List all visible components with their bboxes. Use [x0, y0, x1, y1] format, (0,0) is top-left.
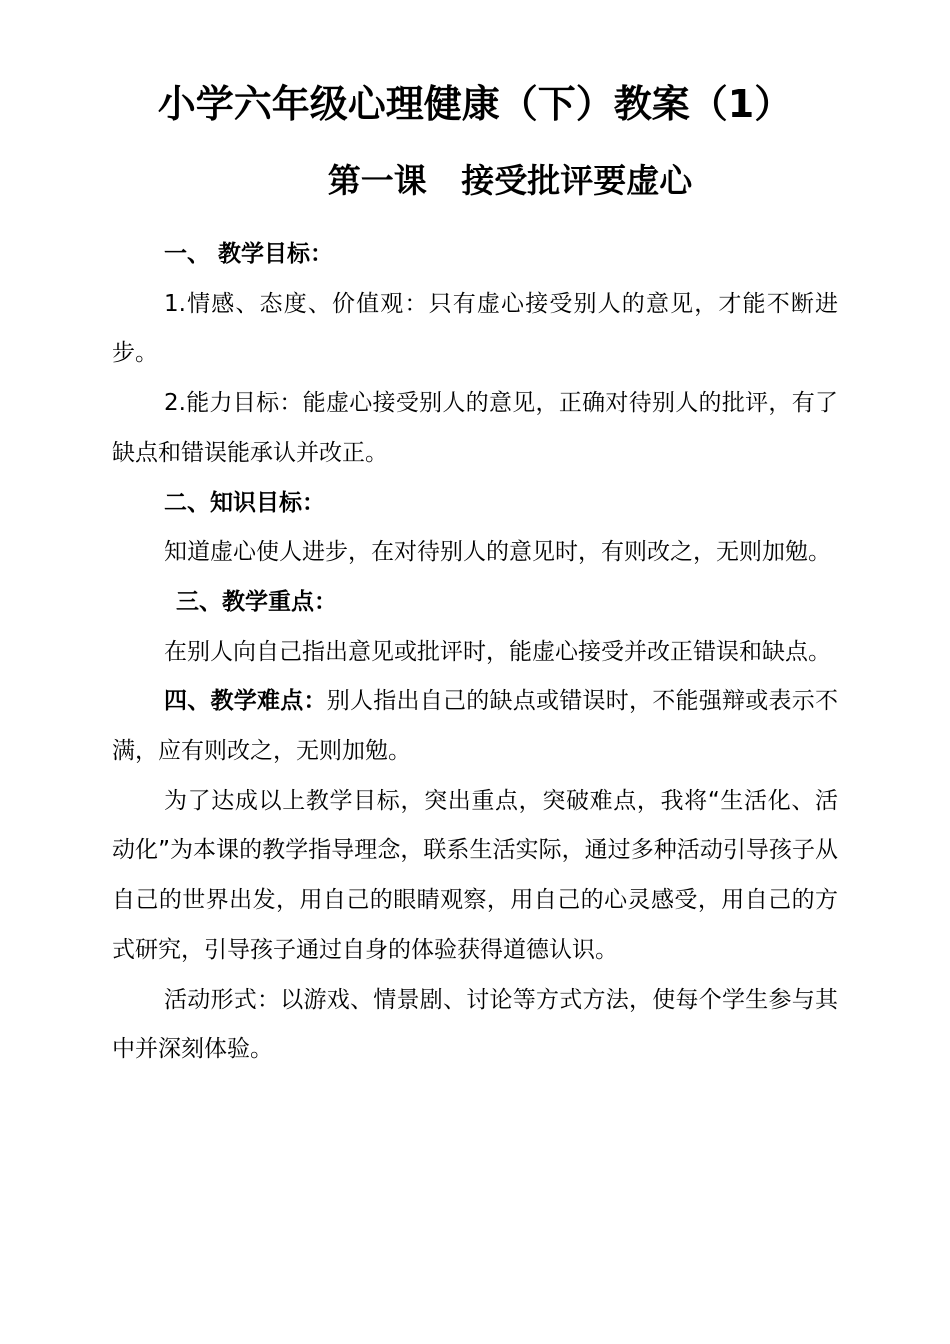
lesson-subtitle: 第一课 接受批评要虚心	[327, 161, 693, 200]
difficulty-text: 别人指出自己的缺点或错误时，不能强辩或表示不满，应有则改之，无则加勉。	[112, 688, 838, 765]
teaching-approach-paragraph: 为了达成以上教学目标，突出重点，突破难点，我将“生活化、活动化”为本课的教学指导理念，联系生活实际，通过多种活动引导孩子从自己的世界出发，用自己的眼睛观察，用自己的心灵感受，用自己的方式研究，引导孩子通过自身的体验获得道德认识。	[112, 787, 838, 963]
goal-item-emotion: 1.情感、态度、价值观：只有虚心接受别人的意见，才能不断进步。	[112, 290, 838, 367]
knowledge-goal-text: 知道虚心使人进步，在对待别人的意见时，有则改之，无则加勉。	[164, 539, 831, 566]
document-title: 小学六年级心理健康（下）教案（1）	[157, 82, 793, 126]
key-points-text: 在别人向自己指出意见或批评时，能虚心接受并改正错误和缺点。	[164, 638, 831, 665]
section-heading-teaching-goals: 一、 教学目标：	[164, 241, 334, 267]
section-heading-key-points: 三、教学重点：	[176, 588, 337, 615]
section-heading-knowledge-goals: 二、知识目标：	[164, 489, 325, 516]
section-heading-difficulties: 四、教学难点：	[164, 688, 327, 715]
document-body	[112, 230, 838, 1075]
goal-item-ability: 2.能力目标：能虚心接受别人的意见，正确对待别人的批评，有了缺点和错误能承认并改正。	[112, 390, 838, 466]
difficulty-paragraph	[112, 677, 838, 776]
activity-format-paragraph: 活动形式：以游戏、情景剧、讨论等方式方法，使每个学生参与其中并深刻体验。	[112, 986, 838, 1063]
